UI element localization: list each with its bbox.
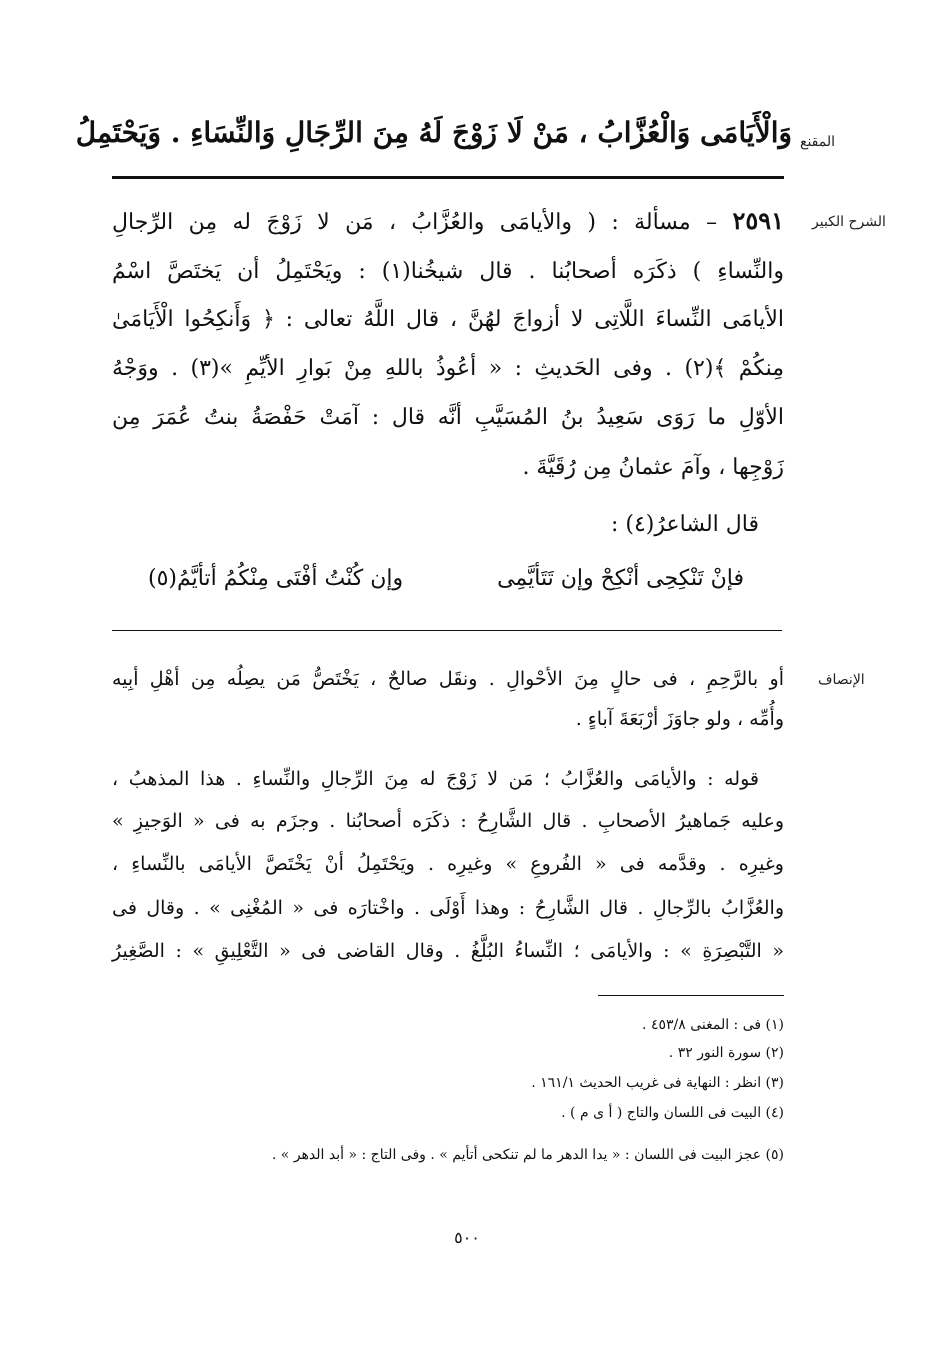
sharh-label: الشرح الكبير bbox=[812, 214, 886, 230]
insaf-line-b3: وغيرِه . وقدَّمه فى « الفُروعِ » وغيرِه . ويَحْتَمِلُ أنْ يَخْتَصَّ الأيامَى بالنِّساءِ ، bbox=[112, 853, 784, 875]
sharh-line-1 bbox=[112, 206, 784, 235]
issue-number: ٢٥٩١ bbox=[732, 206, 785, 235]
insaf-line-a1: أو بالرَّحِمِ ، فى حالٍ مِنَ الأحْوالِ . ونقَل صالحٌ ، يَخْتَصُّ مَن يصِلُه مِن أهْلِ أبِيه bbox=[112, 668, 784, 690]
sharh-rule bbox=[112, 630, 782, 631]
page-number: ٥٠٠ bbox=[454, 1228, 480, 1247]
footnote-3: (٣) انظر : النهاية فى غريب الحديث ١٦١/١ . bbox=[531, 1075, 784, 1091]
sharh-line-5: الأوّلِ ما رَوَى سَعِيدُ بنُ المُسَيَّبِ أنَّه قال : آمَتْ حَفْصَةُ بنتُ عُمَرَ مِن bbox=[112, 405, 784, 430]
muqni-text: وَالْأَيَامَى وَالْعُزَّابُ ، مَنْ لَا زَوْجَ لَهُ مِنَ الرِّجَالِ وَالنِّسَاءِ . وَيَحْتَمِلُ bbox=[75, 116, 792, 149]
poet-intro: قال الشاعرُ(٤) : bbox=[610, 512, 759, 537]
sharh-line-3: الأيامَى النِّساءَ اللَّاتِى لا أزواجَ لهُنَّ ، قال اللَّهُ تعالى : ﴿ وَأَنكِحُوا الْأَيَامَىٰ bbox=[112, 307, 784, 332]
insaf-line-b4: والعُزَّابُ بالرِّجالِ . قال الشَّارِحُ : وهذا أَوْلَى . واخْتارَه فى « المُغْنِى » . وقال فى bbox=[112, 897, 784, 919]
insaf-line-b2: وعليه جَماهيرُ الأصحابِ . قال الشَّارِحُ : ذكَرَه أصحابُنا . وجزَم به فى « الوَجيزِ » bbox=[112, 810, 784, 832]
sharh-line-4: مِنكُمْ ﴾(٢) . وفى الحَديثِ : « أعُوذُ باللهِ مِنْ بَوارِ الأيِّمِ »(٣) . ووَجْهُ bbox=[112, 356, 784, 381]
insaf-line-b1: قوله : والأيامَى والعُزَّابُ ؛ مَن لا زَوْجَ له مِنَ الرِّجالِ والنِّساءِ . هذا المذهبُ ، bbox=[112, 768, 759, 790]
sharh-line-2: والنِّساءِ ) ذكَرَه أصحابُنا . قال شيخُنا(١) : ويَحْتَمِلُ أن يَختَصَّ اسْمُ bbox=[112, 259, 784, 284]
footnote-1: (١) فى : المغنى ٤٥٣/٨ . bbox=[642, 1017, 784, 1033]
muqni-label: المقنع bbox=[800, 134, 836, 150]
insaf-line-a2: وأُمِّه ، ولو جاوَزَ أرْبَعَةَ آباءٍ . bbox=[575, 708, 784, 730]
muqni-rule bbox=[112, 176, 784, 179]
verse-second-hemistich: وإن كُنْتُ أفْتَى مِنْكُمُ أتأيَّمُ(٥) bbox=[148, 566, 404, 591]
sharh-line-6: زَوْجِها ، وآمَ عثمانُ مِن رُقَيَّةَ . bbox=[522, 455, 784, 480]
footnote-rule bbox=[598, 995, 784, 996]
footnote-5: (٥) عجز البيت فى اللسان : « يدا الدهر ما لم تنكحى أتأيم » . وفى التاج : « أبد الدهر » . bbox=[271, 1147, 784, 1163]
verse-first-hemistich: فإنْ تَنْكِحِى أنْكِحْ وإن تَتَأيَّمِى bbox=[497, 566, 744, 591]
footnote-4: (٤) البيت فى اللسان والتاج ( أ ى م ) . bbox=[561, 1105, 784, 1121]
insaf-line-b5: « التَّبْصِرَةِ » : والأيامَى ؛ النِّساءُ البُلَّغُ . وقال القاضى فى « التَّعْلِيقِ » : الصَّغِيرُ bbox=[112, 940, 784, 962]
sharh-line-1-text: – مسألة : ( والأيامَى والعُزَّابُ ، مَن لا زَوْجَ له مِن الرِّجالِ bbox=[112, 210, 718, 235]
footnote-2: (٢) سورة النور ٣٢ . bbox=[668, 1045, 784, 1061]
insaf-label: الإنصاف bbox=[818, 672, 865, 688]
